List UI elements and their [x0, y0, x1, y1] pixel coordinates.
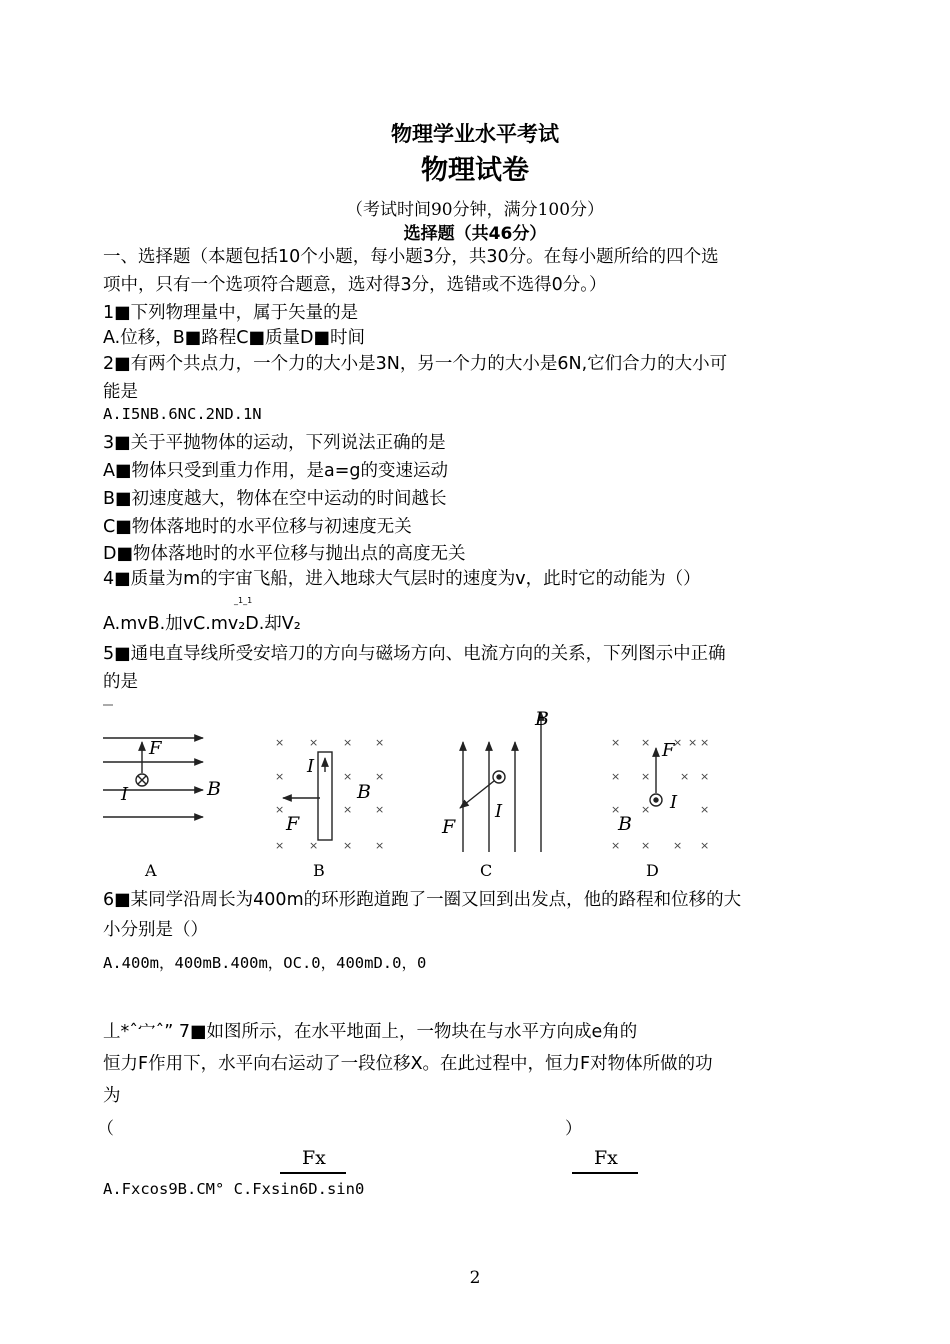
page-number: 2: [469, 1268, 481, 1288]
svg-text:×: ×: [641, 803, 651, 816]
q7-stem-2: 恒力F作用下，水平向右运动了一段位移X。在此过程中，恒力F对物体所做的功: [103, 1054, 713, 1074]
svg-text:×: ×: [641, 736, 651, 749]
q4-options: A.mvB.加vC.mv₂D.却V₂: [103, 614, 301, 634]
instructions-line-2: 项中，只有一个选项符合题意，选对得3分，选错或不选得0分。）: [103, 275, 607, 295]
svg-text:×: ×: [680, 770, 690, 783]
q5-stem-2: 的是: [103, 672, 138, 692]
q7-stem-3: 为: [103, 1086, 121, 1106]
svg-text:×: ×: [375, 736, 385, 749]
exam-info: （考试时间90分钟，满分100分）: [345, 200, 605, 220]
svg-text:×: ×: [700, 770, 710, 783]
q7-fraction-b-numerator: Fx: [302, 1147, 326, 1169]
q7-fraction-d-bar: [572, 1172, 638, 1174]
figure-d-i-label: I: [670, 792, 678, 813]
q4-superscript: _1_1: [234, 596, 253, 605]
q6-stem-1: 6■某同学沿周长为400m的环形跑道跑了一圈又回到出发点，他的路程和位移的大: [103, 890, 742, 910]
q5-stem-1: 5■通电直导线所受安培刀的方向与磁场方向、电流方向的关系，下列图示中正确: [103, 644, 726, 664]
svg-text:×: ×: [375, 839, 385, 852]
svg-text:×: ×: [309, 736, 319, 749]
q7-paren-close: ）: [565, 1119, 582, 1139]
figure-c-b-label: B: [535, 708, 549, 730]
svg-text:×: ×: [673, 839, 683, 852]
svg-text:×: ×: [343, 736, 353, 749]
instructions-line-1: 一、选择题（本题包括10个小题，每小题3分，共30分。在每小题所给的四个选: [103, 247, 719, 267]
q7-stem-1: 丄*ˆ宀ˆ” 7■如图所示，在水平地面上，一物块在与水平方向成e角的: [103, 1022, 638, 1042]
svg-text:×: ×: [641, 839, 651, 852]
figure-b-f-label: F: [286, 813, 300, 835]
q7-paren-open: （: [97, 1119, 114, 1139]
figure-d-b-label: B: [618, 813, 632, 835]
svg-text:×: ×: [611, 736, 621, 749]
q3-option-a: A■物体只受到重力作用，是a=g的变速运动: [103, 461, 448, 481]
figure-b-b-label: B: [357, 781, 371, 803]
figure-a-b-label: B: [207, 778, 221, 800]
q2-stem-1: 2■有两个共点力，一个力的大小是3N，另一个力的大小是6N,它们合力的大小可: [103, 354, 728, 374]
svg-text:×: ×: [275, 803, 285, 816]
figure-d-f-label: F: [662, 740, 675, 761]
svg-text:×: ×: [275, 839, 285, 852]
figure-b-i-label: I: [307, 756, 315, 777]
svg-text:×: ×: [275, 770, 285, 783]
svg-text:×: ×: [343, 803, 353, 816]
svg-text:×: ×: [641, 770, 651, 783]
svg-text:×: ×: [673, 736, 683, 749]
figure-a-caption: A: [145, 861, 157, 880]
figure-a-f-label: F: [149, 738, 162, 759]
svg-text:×: ×: [611, 803, 621, 816]
q6-stem-2: 小分别是（）: [103, 920, 208, 940]
q3-option-b: B■初速度越大，物体在空中运动的时间越长: [103, 489, 447, 509]
svg-text:×: ×: [688, 736, 698, 749]
svg-text:×: ×: [275, 736, 285, 749]
svg-text:×: ×: [611, 839, 621, 852]
q5-figures: [95, 700, 735, 885]
q2-options: A.I5NB.6NC.2ND.1N: [103, 405, 262, 423]
svg-text:×: ×: [611, 770, 621, 783]
svg-text:×: ×: [700, 803, 710, 816]
svg-text:×: ×: [700, 736, 710, 749]
svg-text:×: ×: [700, 839, 710, 852]
paper-title: 物理试卷: [421, 155, 529, 186]
figure-c: [460, 712, 541, 852]
svg-text:×: ×: [309, 839, 319, 852]
figure-c-i-label: I: [495, 801, 503, 822]
q6-options: A.400m，400mB.400m，OC.0，400mD.0，0: [103, 954, 427, 972]
figure-c-f-label: F: [442, 816, 456, 838]
q7-fraction-d-numerator: Fx: [594, 1147, 618, 1169]
section-heading: 选择题（共46分）: [403, 224, 547, 244]
q2-stem-2: 能是: [103, 382, 138, 402]
q3-option-d: D■物体落地时的水平位移与抛出点的高度无关: [103, 544, 466, 564]
figure-c-caption: C: [480, 861, 493, 880]
q4-stem: 4■质量为m的宇宙飞船，进入地球大气层时的速度为v，此时它的动能为（）: [103, 569, 701, 589]
figure-d-caption: D: [646, 861, 659, 880]
figure-a-i-label: I: [121, 784, 129, 805]
q3-option-c: C■物体落地时的水平位移与初速度无关: [103, 517, 412, 537]
q1-options: A.位移，B■路程C■质量D■时间: [103, 328, 366, 348]
q7-options: A.Fxcos9B.CM° C.Fxsin6D.sin0: [103, 1180, 365, 1198]
svg-text:×: ×: [375, 803, 385, 816]
svg-text:×: ×: [343, 839, 353, 852]
q3-stem: 3■关于平抛物体的运动，下列说法正确的是: [103, 433, 446, 453]
q7-fraction-b-bar: [280, 1172, 346, 1174]
exam-title: 物理学业水平考试: [391, 122, 559, 146]
svg-text:×: ×: [343, 770, 353, 783]
q1-stem: 1■下列物理量中，属于矢量的是: [103, 303, 359, 323]
svg-text:×: ×: [375, 770, 385, 783]
figure-b-caption: B: [313, 861, 325, 880]
